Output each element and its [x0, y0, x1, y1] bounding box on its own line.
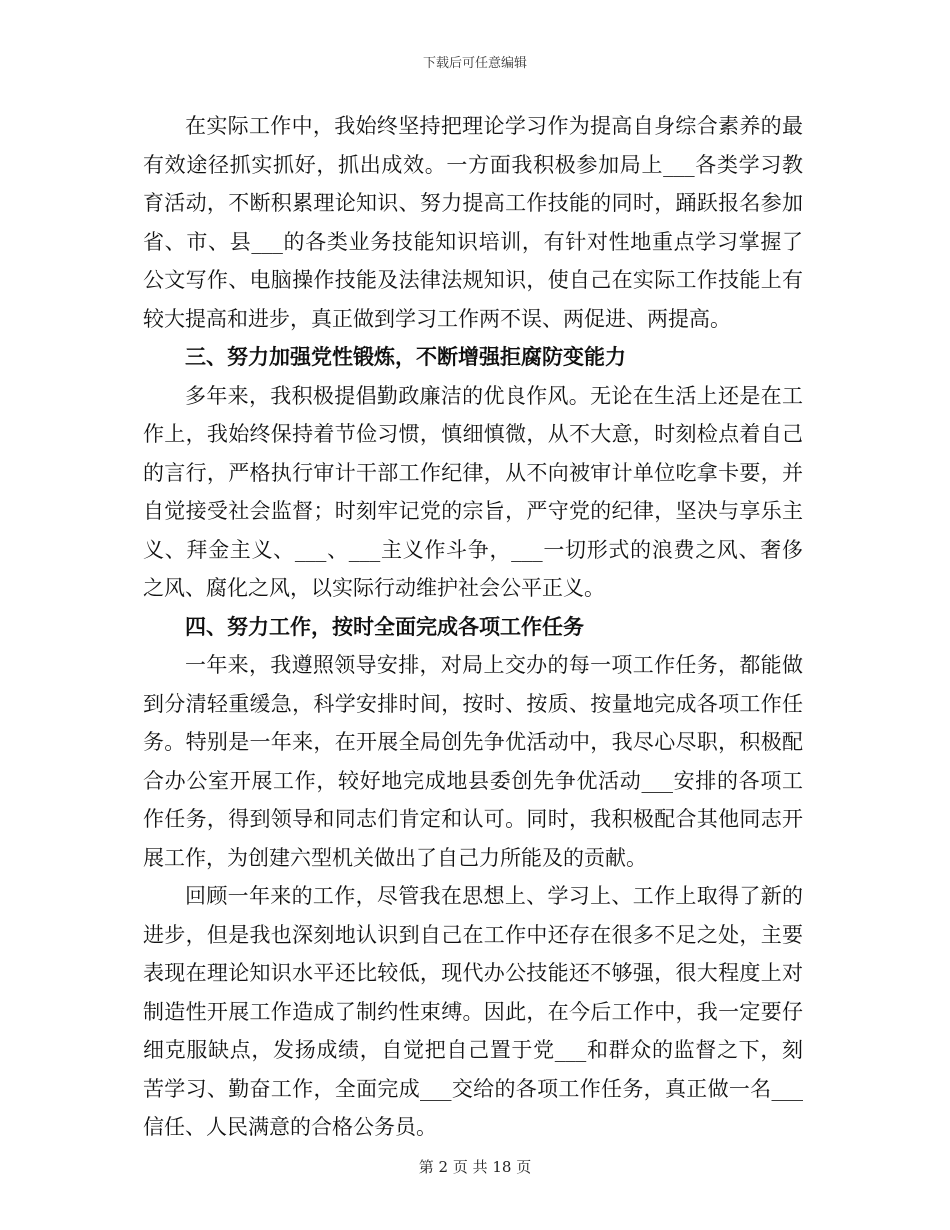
- paragraph-study: 在实际工作中，我始终坚持把理论学习作为提高自身综合素养的最有效途径抓实抓好，抓出成效。一方面我积极参加局上___各类学习教育活动，不断积累理论知识、努力提高工作技能的同时，踊跃报名参加省、市、县___的各类业务技能知识培训，有针对性地重点学习掌握了公文写作、电脑操作技能及法律法规知识，使自己在实际工作技能上有较大提高和进步，真正做到学习工作两不误、两促进、两提高。: [143, 114, 803, 331]
- page-number-footer: 第 2 页 共 18 页: [418, 1158, 532, 1176]
- section-heading-4: 四、努力工作，按时全面完成各项工作任务: [185, 613, 584, 639]
- page-header-note: 下载后可任意编辑: [422, 56, 527, 71]
- paragraph-tasks: 一年来，我遵照领导安排，对局上交办的每一项工作任务，都能做到分清轻重缓急，科学安排时间，按时、按质、按量地完成各项工作任务。特别是一年来，在开展全局创先争优活动中，我尽心尽职，积极配合办公室开展工作，较好地完成地县委创先争优活动___安排的各项工作任务，得到领导和同志们肯定和认可。同时，我积极配合其他同志开展工作，为创建六型机关做出了自己力所能及的贡献。: [143, 653, 803, 870]
- paragraph-integrity: 多年来，我积极提倡勤政廉洁的优良作风。无论在生活上还是在工作上，我始终保持着节俭习惯，慎细慎微，从不大意，时刻检点着自己的言行，严格执行审计干部工作纪律，从不向被审计单位吃拿卡要，并自觉接受社会监督；时刻牢记党的宗旨，严守党的纪律，坚决与享乐主义、拜金主义、___、___主义作斗争，___一切形式的浪费之风、奢侈之风、腐化之风，以实际行动维护社会公平正义。: [143, 383, 803, 600]
- paragraph-review: 回顾一年来的工作，尽管我在思想上、学习上、工作上取得了新的进步，但是我也深刻地认识到自己在工作中还存在很多不足之处，主要表现在理论知识水平还比较低，现代办公技能还不够强，很大程度上对制造性开展工作造成了制约性束缚。因此，在今后工作中，我一定要仔细克服缺点，发扬成绩，自觉把自己置于党___和群众的监督之下，刻苦学习、勤奋工作，全面完成___交给的各项工作任务，真正做一名___信任、人民满意的合格公务员。: [143, 884, 803, 1139]
- section-heading-3: 三、努力加强党性锻炼，不断增强拒腐防变能力: [185, 344, 626, 369]
- document-body: [143, 107, 803, 1147]
